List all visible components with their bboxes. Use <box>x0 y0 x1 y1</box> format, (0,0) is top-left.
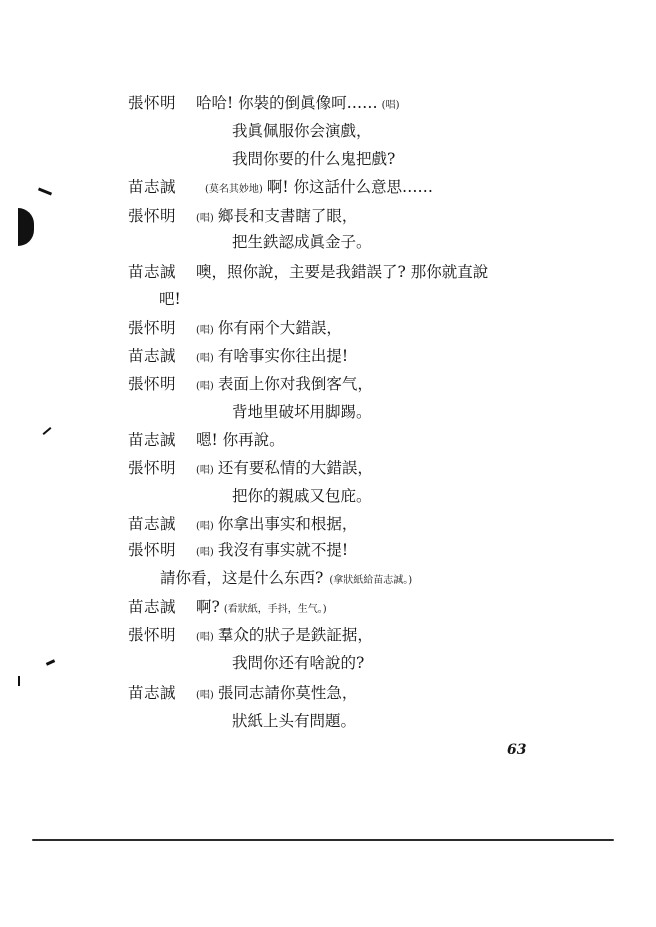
stage-direction: (拿狀紙給苗志誠。) <box>329 575 413 586</box>
stage-direction: (唱) <box>196 213 214 224</box>
stage-direction: (唱) <box>196 353 214 364</box>
binding-hole-mark <box>18 208 34 246</box>
line-text: 張同志請你莫性急， <box>217 684 358 702</box>
line-text: 請你看，这是什么东西? <box>160 569 324 587</box>
scan-speck <box>46 659 55 666</box>
speaker-name: 苗志誠 <box>128 684 177 702</box>
page-number: 63 <box>507 742 527 758</box>
stage-direction: (唱) <box>196 465 214 476</box>
line-text: 背地里破坏用脚踢。 <box>232 403 372 421</box>
speaker-name: 苗志誠 <box>128 347 177 365</box>
scan-speck <box>43 427 52 435</box>
speaker-name: 張怀明 <box>128 94 177 112</box>
line-text: 吧! <box>159 290 181 308</box>
line-text: 啊? <box>196 598 220 616</box>
speaker-name: 張怀明 <box>128 541 177 559</box>
stage-direction: (唱) <box>196 381 214 392</box>
line-text: 把生鉄認成眞金子。 <box>232 233 372 251</box>
speaker-name: 張怀明 <box>128 459 177 477</box>
speaker-name: 苗志誠 <box>128 263 177 281</box>
stage-direction: (唱) <box>196 547 214 558</box>
line-text: 表面上你对我倒客气， <box>217 375 373 393</box>
line-text: 我問你还有啥說的? <box>232 654 365 672</box>
line-text: 有啥事实你往出提! <box>217 347 349 365</box>
line-text: 还有要私情的大錯誤， <box>217 459 373 477</box>
line-text: 哈哈! 你裝的倒眞像呵…… <box>196 94 378 112</box>
stage-direction: (看狀紙，手抖，生气。) <box>223 604 327 615</box>
speaker-name: 張怀明 <box>128 207 177 225</box>
speaker-name: 張怀明 <box>128 626 177 644</box>
footer-rule <box>32 839 614 841</box>
speaker-name: 苗志誠 <box>128 431 177 449</box>
stage-direction: (唱) <box>196 690 214 701</box>
line-text: 我眞佩服你会演戲， <box>232 122 372 140</box>
speaker-name: 苗志誠 <box>128 515 177 533</box>
stage-direction: (莫名其妙地) <box>205 184 263 195</box>
stage-direction: (唱) <box>381 100 400 111</box>
line-text: 羣众的狀子是鉄証据， <box>217 626 373 644</box>
line-text: 把你的親戚又包庇。 <box>232 487 372 505</box>
line-text: 嗯! 你再說。 <box>196 431 285 449</box>
speaker-name: 張怀明 <box>128 319 177 337</box>
scan-speck <box>18 676 20 686</box>
speaker-name: 張怀明 <box>128 375 177 393</box>
stage-direction: (唱) <box>196 521 214 532</box>
speaker-name: 苗志誠 <box>128 598 177 616</box>
speaker-name: 苗志誠 <box>128 178 177 196</box>
line-text: 你拿出事实和根据， <box>217 515 358 533</box>
line-text: 狀紙上头有問題。 <box>232 712 357 730</box>
scan-speck <box>38 187 52 195</box>
line-text: 噢，照你說，主要是我錯誤了? 那你就直說 <box>196 263 489 281</box>
line-text: 鄉長和支書瞎了眼， <box>217 207 358 225</box>
line-text: 我問你要的什么鬼把戲? <box>232 150 396 168</box>
line-text: 啊! 你这話什么意思…… <box>266 178 433 196</box>
line-text: 你有兩个大錯誤， <box>217 319 342 337</box>
line-text: 我沒有事实就不提! <box>217 541 349 559</box>
stage-direction: (唱) <box>196 325 214 336</box>
stage-direction: (唱) <box>196 632 214 643</box>
